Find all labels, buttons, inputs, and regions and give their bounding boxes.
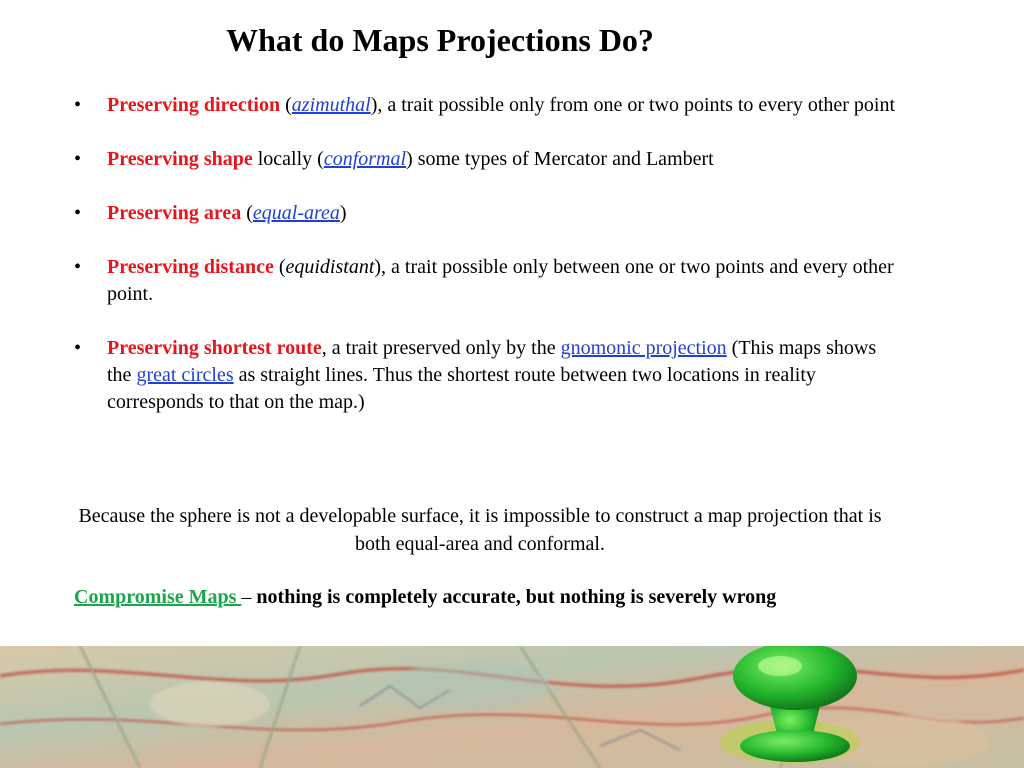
bullet-icon: • <box>74 256 82 278</box>
term-label: Preserving area <box>107 202 242 224</box>
compromise-maps-link[interactable]: Compromise Maps <box>74 586 242 608</box>
list-item <box>70 146 900 173</box>
map-pushpin-image <box>0 646 1024 768</box>
text-segment: ) <box>339 202 347 224</box>
text-segment: locally ( <box>252 148 324 170</box>
term-label: Preserving shortest route <box>107 337 322 359</box>
text-segment: ( <box>273 256 286 278</box>
note-paragraph: Because the sphere is not a developable surface, it is impossible to construct a map projection that is both equal-area and conformal. <box>78 505 882 555</box>
term-label: Preserving shape <box>107 148 253 170</box>
text-segment: ), a trait possible only from one or two points to every other point <box>370 94 896 116</box>
compromise-paragraph <box>74 583 894 611</box>
term-label: Preserving distance <box>107 256 274 278</box>
text-segment: ), a trait possible only between one or two points and every other point. <box>107 256 894 305</box>
bullet-icon: • <box>74 202 82 224</box>
text-segment: as straight lines. Thus the shortest route between two locations in reality corresponds to that on the map.) <box>107 364 816 413</box>
map-with-green-pushpin-icon <box>0 646 1024 768</box>
list-item <box>70 335 900 416</box>
bullet-icon: • <box>74 94 82 116</box>
list-item <box>70 254 900 308</box>
bullet-icon: • <box>74 337 82 359</box>
list-item <box>70 200 900 227</box>
azimuthal-link[interactable]: azimuthal <box>291 94 371 116</box>
text-segment: ( <box>241 202 253 224</box>
slide-title: What do Maps Projections Do? <box>226 22 654 58</box>
italic-term: equidistant <box>285 256 375 278</box>
conformal-link[interactable]: conformal <box>323 148 407 170</box>
dash: – <box>241 586 257 608</box>
text-segment: , a trait preserved only by the <box>321 337 561 359</box>
text-segment: ) some types of Mercator and Lambert <box>406 148 714 170</box>
compromise-text: nothing is completely accurate, but nothing is severely wrong <box>256 586 777 608</box>
great-circles-link[interactable]: great circles <box>136 364 234 386</box>
term-label: Preserving direction <box>107 94 281 116</box>
text-segment: (This maps shows the <box>107 337 877 386</box>
bullet-icon: • <box>74 148 82 170</box>
gnomonic-projection-link[interactable]: gnomonic projection <box>560 337 727 359</box>
equal-area-link[interactable]: equal-area <box>252 202 340 224</box>
text-segment: ( <box>280 94 292 116</box>
list-item <box>70 92 900 119</box>
bullet-list <box>70 92 900 443</box>
